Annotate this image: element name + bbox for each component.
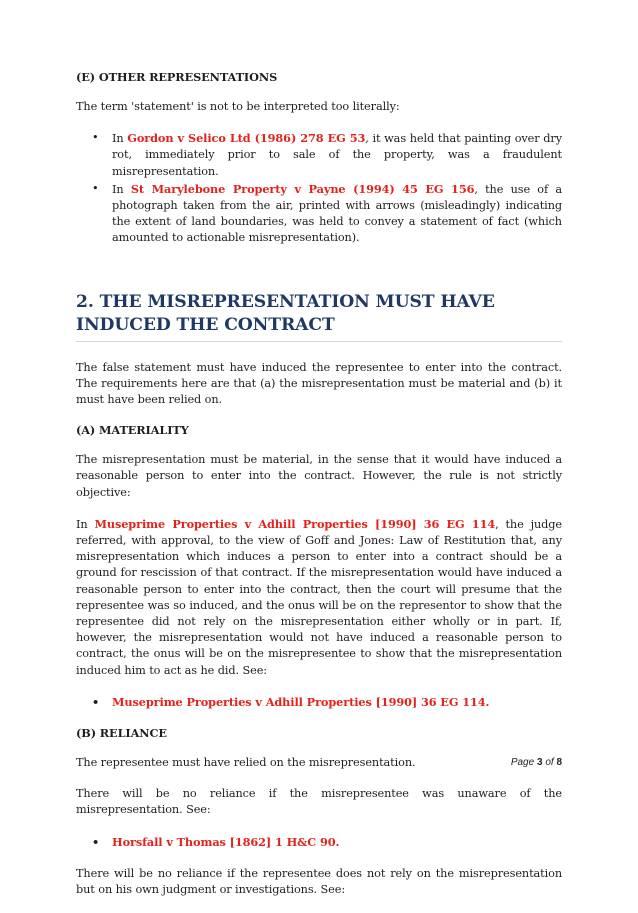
page-number-footer: Page 3 of 8: [510, 757, 562, 768]
materiality-para-2: In Museprime Properties v Adhill Properties [1990] 36 EG 114, the judge referred, with approval, to the view of Goff and Jones: Law of Restitution that, any misrepresentation which induces a person to enter into a contract should be a ground for rescission of that contract. If the misrepresentation would have induced a reasonable person to enter into the contract, then the court will presume that the representee was so induced, and the onus will be on the representor to show that the representee did not rely on the misrepresentation either wholly or in part. If, however, the misrepresentation would not have induced a reasonable person to contract, the onus will be on the misrepresentee to show that the misrepresentation induced him to act as he did. See:: [76, 516, 562, 677]
document-page: [76, 70, 562, 913]
reliance-para-1: The representee must have relied on the misrepresentation.: [76, 756, 416, 770]
list-item: • Horsfall v Thomas [1862] 1 H&C 90.: [76, 834, 562, 850]
list-item: • In Gordon v Selico Ltd (1986) 278 EG 53, it was held that painting over dry rot, immediately prior to sale of the property, was a fraudulent misrepresentation.: [76, 130, 562, 180]
case-citation: St Marylebone Property v Payne (1994) 45 EG 156: [130, 181, 475, 196]
list-item: • Museprime Properties v Adhill Properties [1990] 36 EG 114.: [76, 694, 562, 710]
materiality-see-list: [76, 694, 562, 710]
reliance-para-3: There will be no reliance if the representee does not rely on the misrepresentation but on his own judgment or investigations. See:: [76, 866, 562, 897]
case-citation: Gordon v Selico Ltd (1986) 278 EG 53: [127, 131, 366, 146]
section-e-intro: The term 'statement' is not to be interpreted too literally:: [76, 100, 400, 113]
section-e-bullet-list: [76, 130, 562, 246]
list-item: • In St Marylebone Property v Payne (1994) 45 EG 156, the use of a photograph taken from the air, printed with arrows (misleadingly) indicating the extent of land boundaries, was held to convey a statement of fact (which amounted to actionable misrepresentation).: [76, 181, 562, 247]
case-citation: Museprime Properties v Adhill Properties [1990] 36 EG 114: [94, 516, 496, 531]
reliance-para-2: There will be no reliance if the misrepresentee was unaware of the misrepresentation. See:: [76, 787, 562, 817]
section-e-title: (E) OTHER REPRESENTATIONS: [76, 70, 278, 84]
section-2-intro: The false statement must have induced the representee to enter into the contract. The requirements here are that (a) the misrepresentation must be material and (b) it must have been relied on.: [76, 360, 562, 407]
materiality-title: (A) MATERIALITY: [76, 423, 189, 438]
section-2-heading: 2. THE MISREPRESENTATION MUST HAVE INDUCED THE CONTRACT: [76, 291, 562, 342]
materiality-para-1: The misrepresentation must be material, in the sense that it would have induced a reasonable person to enter into the contract. However, the rule is not strictly objective:: [76, 453, 562, 499]
reliance-title: (B) RELIANCE: [76, 726, 167, 741]
reliance-see-list: [76, 834, 562, 850]
